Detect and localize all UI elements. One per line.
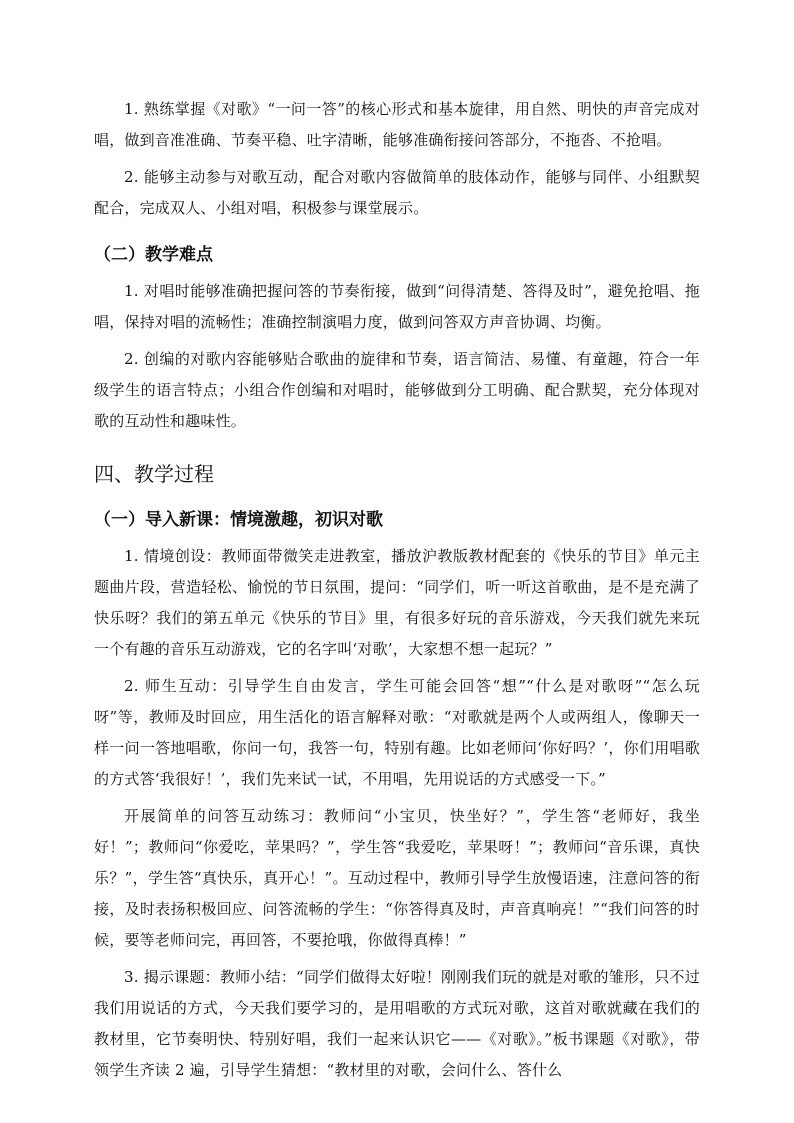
intro-paragraph-2: 2. 师生互动：引导学生自由发言，学生可能会回答“想”“什么是对歌呀”“怎么玩呀”等，教师及时回应，用生活化的语言解释对歌：“对歌就是两个人或两组人，像聊天一样一问一答地唱歌，你问一句，我答一句，特别有趣。比如老师问‘你好吗？’，你们用唱歌的方式答‘我很好！’，我们先来试一试，不用唱，先用说话的方式感受一下。”: [94, 677, 700, 788]
document-content: [94, 94, 700, 1092]
intro-paragraph-4: 3. 揭示课题：教师小结：“同学们做得太好啦！刚刚我们玩的就是对歌的雏形，只不过我们用说话的方式，今天我们要学习的，是用唱歌的方式玩对歌，这首对歌就藏在我们的教材里，它节奏明快、特别好唱，我们一起来认识它——《对歌》。”板书课题《对歌》，带领学生齐读 2 遍，引导学生猜想：“教材里的对歌，会问什么、答什么: [94, 968, 700, 1079]
intro-heading: （一）导入新课：情境激趣，初识对歌: [94, 510, 383, 530]
objective-paragraph-2: 2. 能够主动参与对歌互动，配合对歌内容做简单的肢体动作，能够与同伴、小组默契配合，完成双人、小组对唱，积极参与课堂展示。: [94, 168, 700, 217]
teaching-process-heading: 四、教学过程: [94, 462, 214, 486]
teaching-difficulties-heading: （二）教学难点: [94, 245, 213, 265]
difficulty-paragraph-2: 2. 创编的对歌内容能够贴合歌曲的旋律和节奏，语言简洁、易懂、有童趣，符合一年级学生的语言特点；小组合作创编和对唱时，能够做到分工明确、配合默契，充分体现对歌的互动性和趣味性。: [94, 350, 700, 430]
intro-paragraph-1: 1. 情境创设：教师面带微笑走进教室，播放沪教版教材配套的《快乐的节目》单元主题曲片段，营造轻松、愉悦的节日氛围，提问：“同学们，听一听这首歌曲，是不是充满了快乐呀？我们的第五单元《快乐的节目》里，有很多好玩的音乐游戏，今天我们就先来玩一个有趣的音乐互动游戏，它的名字叫‘对歌’，大家想不想一起玩？”: [94, 547, 700, 658]
objective-paragraph-1: 1. 熟练掌握《对歌》“一问一答”的核心形式和基本旋律，用自然、明快的声音完成对唱，做到音准准确、节奏平稳、吐字清晰，能够准确衔接问答部分，不拖沓、不抢唱。: [94, 100, 700, 149]
difficulty-paragraph-1: 1. 对唱时能够准确把握问答的节奏衔接，做到“问得清楚、答得及时”，避免抢唱、拖唱，保持对唱的流畅性；准确控制演唱力度，做到问答双方声音协调、均衡。: [94, 282, 700, 331]
intro-paragraph-3: 开展简单的问答互动练习：教师问“小宝贝，快坐好？”，学生答“老师好，我坐好！”；教师问“你爱吃，苹果吗？”，学生答“我爱吃，苹果呀！”；教师问“音乐课，真快乐？”，学生答“真快乐，真开心！”。互动过程中，教师引导学生放慢语速，注意问答的衔接，及时表扬积极回应、问答流畅的学生：“你答得真及时，声音真响亮！”“我们问答的时候，要等老师问完，再回答，不要抢哦，你做得真棒！”: [94, 807, 700, 949]
